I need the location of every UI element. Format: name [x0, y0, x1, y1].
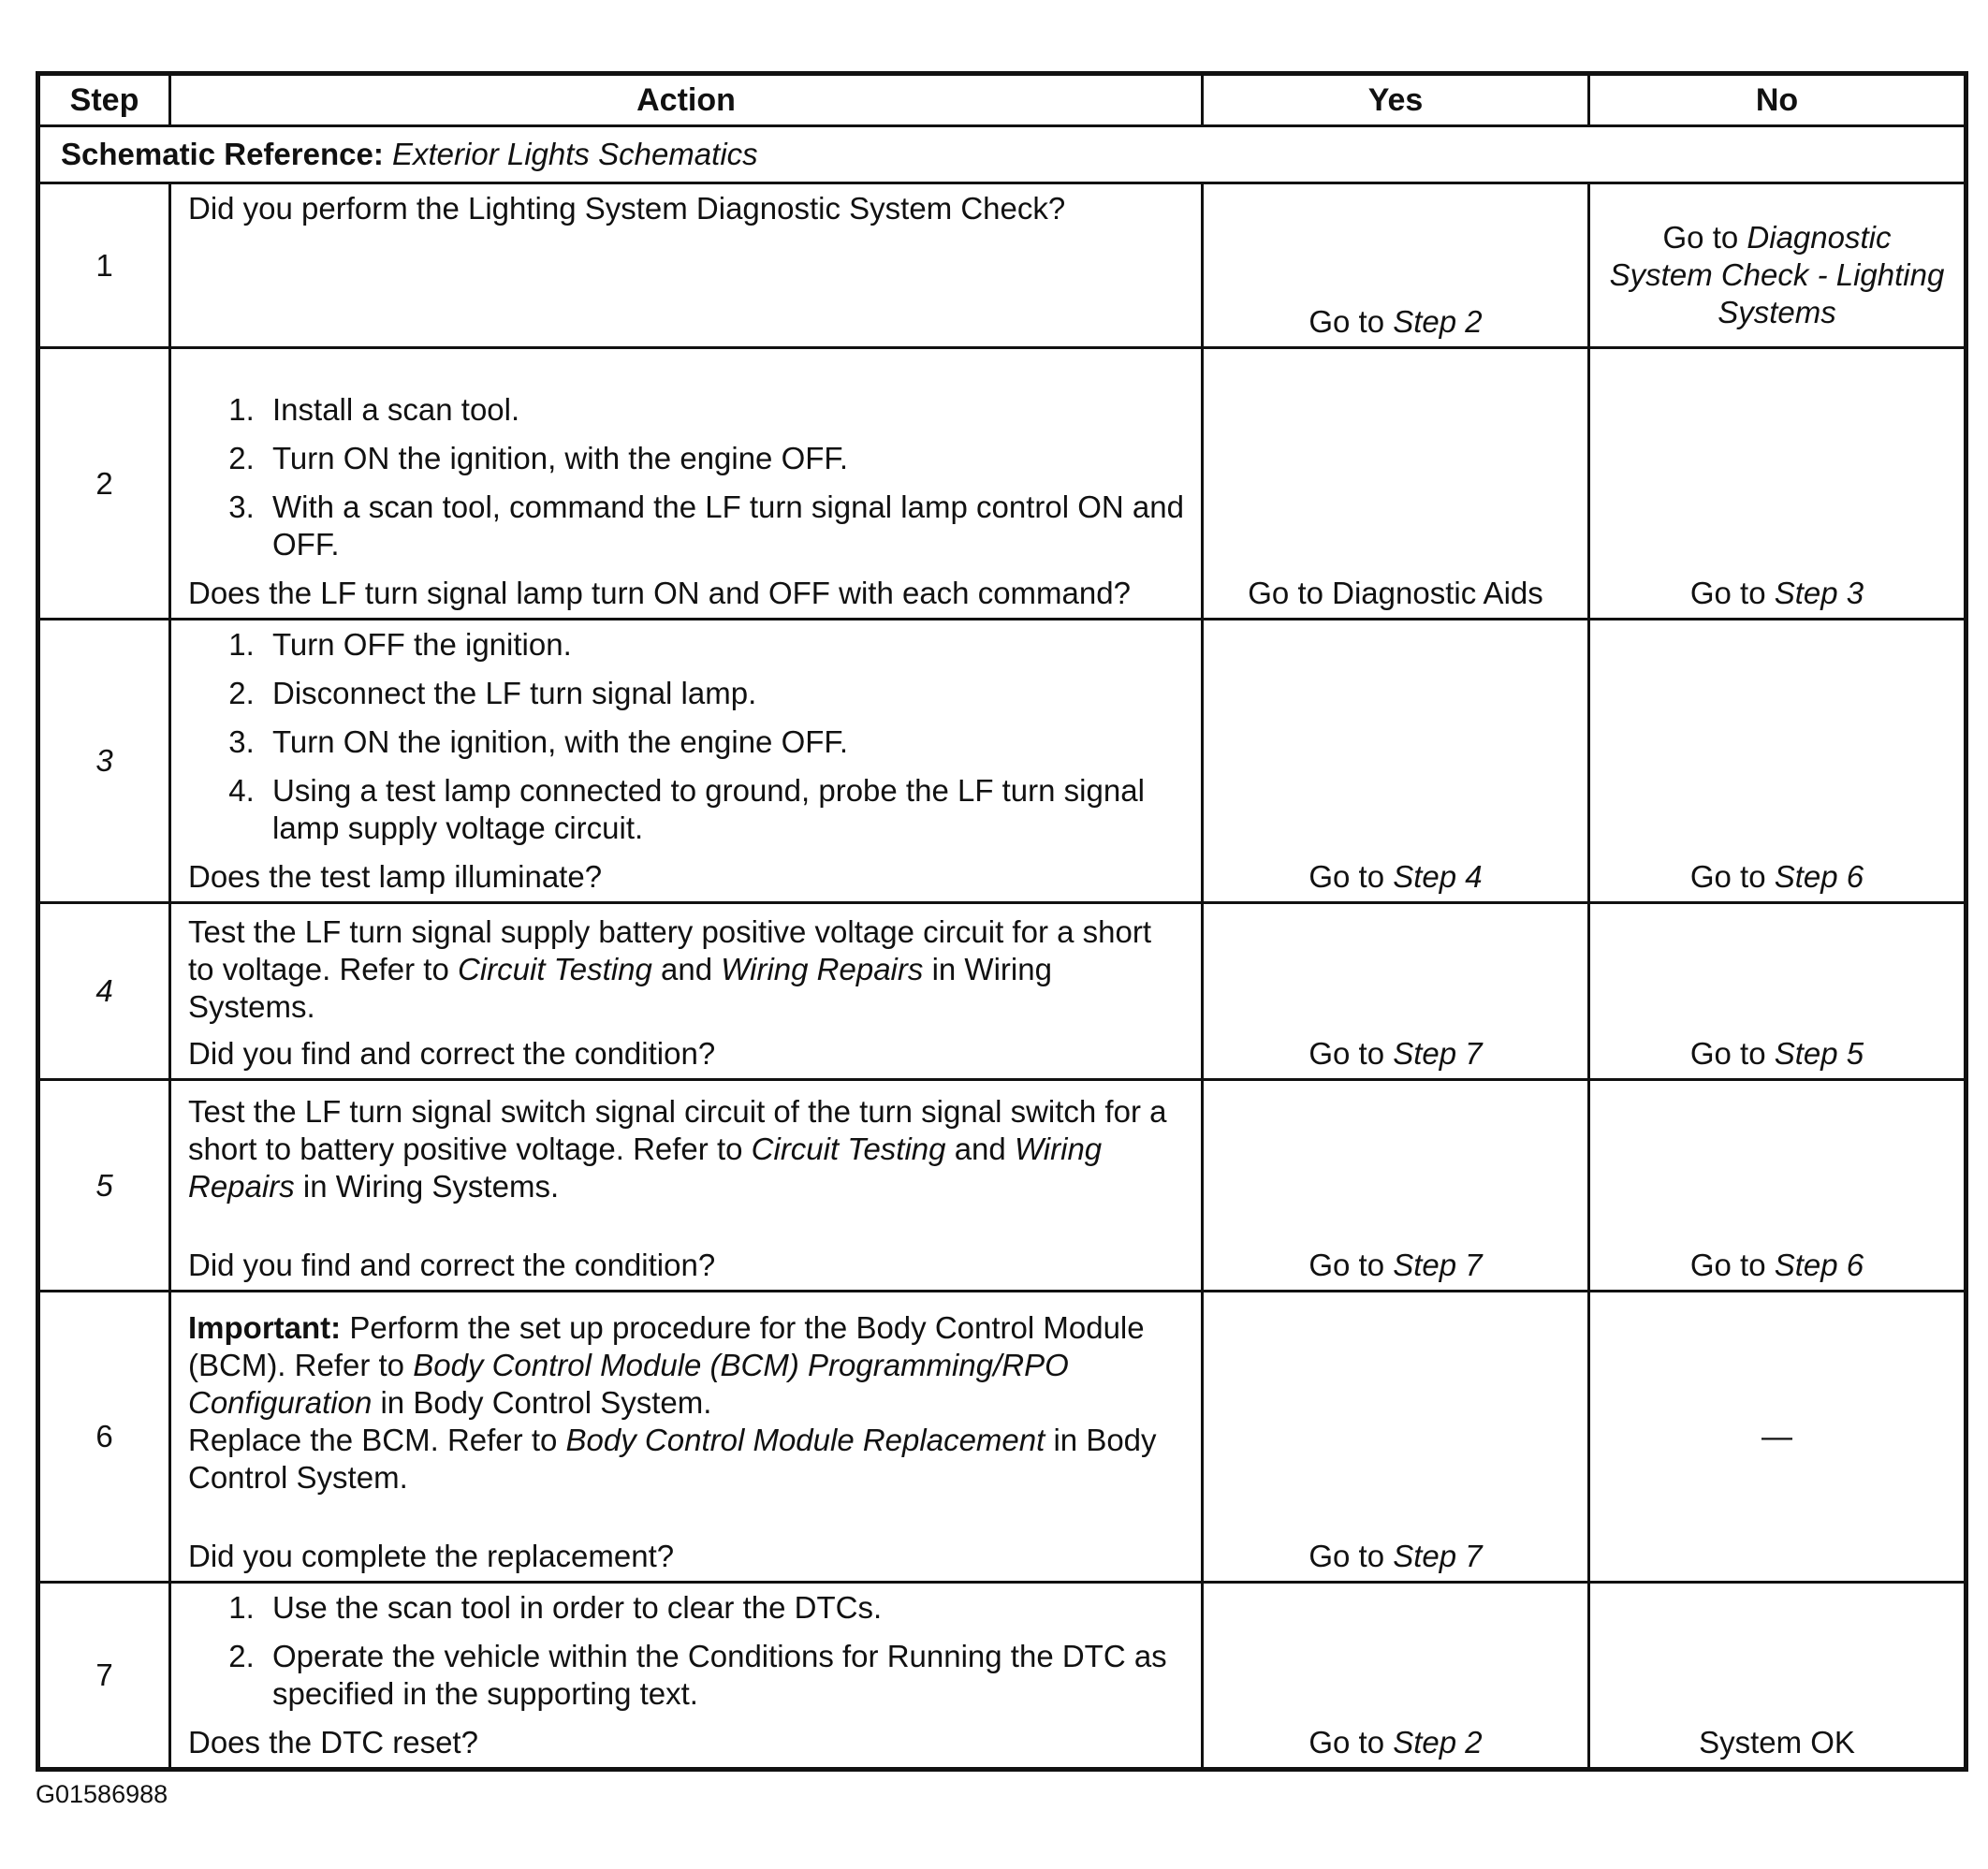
- goto-text: Go to: [1308, 1539, 1385, 1573]
- action-cell: [170, 620, 1203, 903]
- table-row: [38, 1292, 1966, 1583]
- yes-reference: Step 7: [1393, 1036, 1483, 1071]
- no-cell: [1589, 903, 1966, 1080]
- action-cell: [170, 903, 1203, 1080]
- list-item: 3. Turn ON the ignition, with the engine OFF.: [263, 723, 1184, 761]
- goto-text: Go to: [1308, 859, 1385, 894]
- no-reference: Step 3: [1774, 576, 1864, 610]
- no-cell: [1589, 620, 1966, 903]
- table-row: [38, 620, 1966, 903]
- action-cell: [170, 183, 1203, 348]
- no-reference: Step 6: [1774, 859, 1864, 894]
- diagnostic-table: [36, 71, 1968, 1772]
- table-row: [38, 903, 1966, 1080]
- text-run: Test the LF turn signal switch signal circuit of the turn signal switch for a short to battery positive voltage. Refer to: [188, 1094, 1167, 1166]
- yes-cell: [1203, 1080, 1589, 1292]
- reference-link: Wiring Repairs: [188, 1132, 1103, 1204]
- action-list: [188, 391, 1184, 563]
- action-question: Does the LF turn signal lamp turn ON and OFF with each command?: [188, 576, 1131, 610]
- action-list: [188, 1589, 1184, 1713]
- goto-text: Go to: [1662, 220, 1739, 255]
- goto-text: Go to: [1689, 576, 1766, 610]
- action-question: Did you complete the replacement?: [188, 1539, 675, 1573]
- yes-cell: [1203, 1583, 1589, 1770]
- schematic-reference-label: Schematic Reference:: [61, 137, 384, 171]
- schematic-reference-row: [38, 126, 1966, 183]
- list-item: 1. Install a scan tool.: [263, 391, 1184, 429]
- goto-text: Go to: [1308, 1036, 1385, 1071]
- list-item: 1. Use the scan tool in order to clear the DTCs.: [263, 1589, 1184, 1627]
- reference-link: Circuit Testing: [458, 952, 652, 986]
- table-row: [38, 183, 1966, 348]
- schematic-reference: [38, 126, 1966, 183]
- action-cell: [170, 1583, 1203, 1770]
- step-number-text: 5: [95, 1167, 113, 1203]
- figure-code: G01586988: [36, 1780, 168, 1808]
- table-header-row: [38, 74, 1966, 126]
- table-row: [38, 1080, 1966, 1292]
- step-number: [38, 903, 170, 1080]
- step-number: 6: [38, 1292, 170, 1583]
- goto-text: Go to: [1308, 1248, 1385, 1282]
- yes-cell: [1203, 620, 1589, 903]
- action-list: [188, 626, 1184, 847]
- table-row: [38, 1583, 1966, 1770]
- action-text: [188, 1093, 1184, 1205]
- reference-link: Body Control Module Replacement: [565, 1423, 1045, 1457]
- no-cell: System OK: [1589, 1583, 1966, 1770]
- step-number: [38, 620, 170, 903]
- important-label: Important:: [188, 1310, 342, 1345]
- goto-text: Go to: [1689, 859, 1766, 894]
- table-row: [38, 348, 1966, 620]
- step-number: 2: [38, 348, 170, 620]
- goto-text: Go to: [1308, 304, 1385, 339]
- text-run: in Body Control System.: [380, 1385, 712, 1420]
- step-number: 7: [38, 1583, 170, 1770]
- reference-link: Circuit Testing: [751, 1132, 946, 1166]
- list-item: 2. Disconnect the LF turn signal lamp.: [263, 675, 1184, 712]
- yes-cell: [1203, 183, 1589, 348]
- no-reference: Step 5: [1774, 1036, 1864, 1071]
- action-question: Does the test lamp illuminate?: [188, 859, 603, 894]
- action-text: [188, 1309, 1184, 1422]
- header-no: No: [1589, 74, 1966, 126]
- reference-link: Wiring Repairs: [721, 952, 924, 986]
- action-text: [188, 913, 1184, 1026]
- list-item: 1. Turn OFF the ignition.: [263, 626, 1184, 664]
- yes-cell: [1203, 903, 1589, 1080]
- text-run: in Wiring Systems.: [188, 952, 1052, 1024]
- list-item: 2. Operate the vehicle within the Conditions for Running the DTC as specified in the supporting text.: [263, 1638, 1184, 1713]
- header-yes: Yes: [1203, 74, 1589, 126]
- text-run: and: [661, 952, 713, 986]
- no-cell: —: [1589, 1292, 1966, 1583]
- list-item: 2. Turn ON the ignition, with the engine OFF.: [263, 440, 1184, 477]
- action-text: [188, 1422, 1184, 1497]
- yes-cell: Go to Diagnostic Aids: [1203, 348, 1589, 620]
- no-reference: Step 6: [1774, 1248, 1864, 1282]
- step-number: 1: [38, 183, 170, 348]
- goto-text: Go to: [1689, 1036, 1766, 1071]
- goto-text: Go to: [1689, 1248, 1766, 1282]
- yes-reference: Step 7: [1393, 1248, 1483, 1282]
- step-number-text: 4: [95, 973, 113, 1008]
- text-run: in Body Control System.: [188, 1423, 1157, 1495]
- no-cell: [1589, 1080, 1966, 1292]
- action-cell: [170, 1292, 1203, 1583]
- text-run: Perform the set up procedure for the Body Control Module (BCM). Refer to: [188, 1310, 1145, 1382]
- no-reference: Diagnostic System Check - Lighting Systems: [1609, 220, 1945, 329]
- yes-reference: Step 7: [1393, 1539, 1483, 1573]
- no-cell: [1589, 183, 1966, 348]
- text-run: Test the LF turn signal supply battery positive voltage circuit for a short to voltage. Refer to: [188, 914, 1151, 986]
- text-run: and: [954, 1132, 1006, 1166]
- yes-reference: Step 2: [1393, 304, 1483, 339]
- action-question: Did you perform the Lighting System Diagnostic System Check?: [188, 191, 1066, 226]
- goto-text: Go to: [1308, 1725, 1385, 1759]
- header-step: Step: [38, 74, 170, 126]
- action-question: Does the DTC reset?: [188, 1725, 478, 1759]
- step-number-text: 3: [95, 743, 113, 778]
- yes-cell: [1203, 1292, 1589, 1583]
- reference-link: Body Control Module (BCM) Programming/RPO Configuration: [188, 1348, 1069, 1420]
- action-cell: [170, 1080, 1203, 1292]
- no-cell: [1589, 348, 1966, 620]
- list-item: 3. With a scan tool, command the LF turn signal lamp control ON and OFF.: [263, 489, 1184, 563]
- schematic-reference-value: Exterior Lights Schematics: [392, 137, 758, 171]
- action-cell: [170, 348, 1203, 620]
- action-question: Did you find and correct the condition?: [188, 1036, 716, 1071]
- yes-reference: Step 2: [1393, 1725, 1483, 1759]
- header-action: Action: [170, 74, 1203, 126]
- list-item: 4. Using a test lamp connected to ground, probe the LF turn signal lamp supply voltage circuit.: [263, 772, 1184, 847]
- text-run: Replace the BCM. Refer to: [188, 1423, 558, 1457]
- text-run: in Wiring Systems.: [302, 1169, 560, 1204]
- step-number: [38, 1080, 170, 1292]
- yes-reference: Step 4: [1393, 859, 1483, 894]
- action-question: Did you find and correct the condition?: [188, 1248, 716, 1282]
